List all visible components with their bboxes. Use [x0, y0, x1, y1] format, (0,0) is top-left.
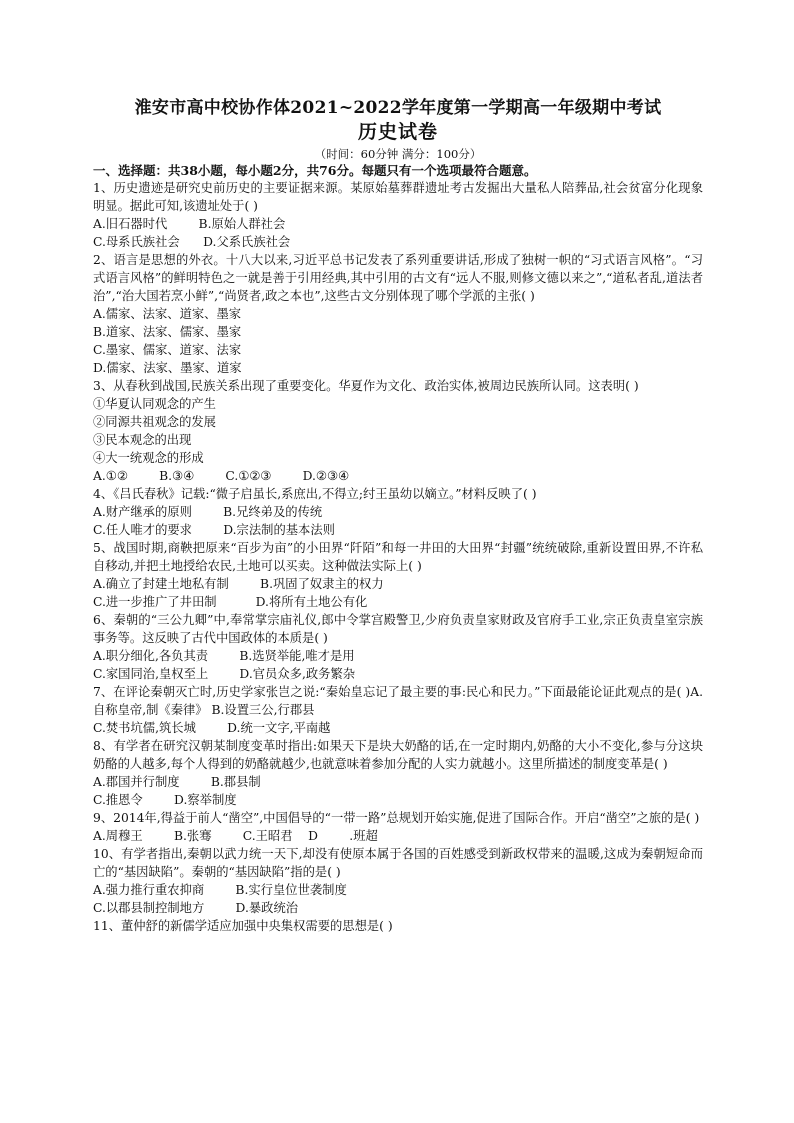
answer-line: ②同源共祖观念的发展	[93, 415, 216, 429]
answer-line: C.任人唯才的要求 D.宗法制的基本法则	[93, 523, 335, 537]
question-text: 1、历史遗迹是研究史前历史的主要证据来源。某原始墓葬群遗址考古发掘出大量私人陪葬品,社会贫富分化现象明显。据此可知,该遗址处于( )	[93, 181, 703, 213]
question-8	[93, 737, 703, 809]
answer-line: ④大一统观念的形成	[93, 451, 204, 465]
answer-line: A.周穆王 B.张骞 C.王昭君 D .班超	[93, 829, 378, 843]
answer-line: B.道家、法家、儒家、墨家	[93, 325, 242, 339]
question-text: 11、董仲舒的新儒学适应加强中央集权需要的思想是( )	[93, 919, 393, 933]
answer-line: A.强力推行重农抑商 B.实行皇位世袭制度	[93, 883, 347, 897]
answer-line: C.家国同治,皇权至上 D.官员众多,政务繁杂	[93, 667, 356, 681]
exam-meta: （时间：60分钟 满分：100分）	[314, 147, 482, 161]
question-text: 3、从春秋到战国,民族关系出现了重要变化。华夏作为文化、政治实体,被周边民族所认同。这表明( )	[93, 379, 639, 393]
answer-line: C.以郡县制控制地方 D.暴政统治	[93, 901, 299, 915]
exam-page	[93, 96, 703, 935]
question-2	[93, 251, 703, 377]
answer-line: ①华夏认同观念的产生	[93, 397, 216, 411]
question-text: 4、《吕氏春秋》记载:“微子启虽长,系庶出,不得立;纣王虽幼以嫡立。”材料反映了( )	[93, 487, 537, 501]
question-list	[93, 179, 703, 935]
question-1	[93, 179, 703, 251]
question-5	[93, 539, 703, 611]
question-4	[93, 485, 703, 539]
question-9	[93, 809, 703, 845]
exam-title: 淮安市高中校协作体2021~2022学年度第一学期高一年级期中考试	[134, 98, 662, 118]
question-6	[93, 611, 703, 683]
answer-line: C.焚书坑儒,筑长城 D.统一文字,平南越	[93, 721, 331, 735]
question-text: 8、有学者在研究汉朝某制度变革时指出:如果天下是块大奶酪的话,在一定时期内,奶酪的大小不变化,参与分这块奶酪的人越多,每个人得到的奶酪就越少,也就意味着参加分配的人实力就越小。这里所描述的制度变革是( )	[93, 739, 703, 771]
answer-line: C.母系氏族社会 D.父系氏族社会	[93, 235, 291, 249]
question-text: 2、语言是思想的外衣。十八大以来,习近平总书记发表了系列重要讲话,形成了独树一帜的“习式语言风格”。“习式语言风格”的鲜明特色之一就是善于引用经典,其中引用的古文有“远人不服,则修文德以来之”,“道私者乱,道法者治”,“治大国若烹小鲜”,“尚贤者,政之本也”,这些古文分别体现了哪个学派的主张( )	[93, 253, 703, 303]
answer-line: D.儒家、法家、墨家、道家	[93, 361, 242, 375]
question-text: 10、有学者指出,秦朝以武力统一天下,却没有使原本属于各国的百姓感受到新政权带来的温暖,这成为秦朝短命而亡的“基因缺陷”。秦朝的“基因缺陷”指的是( )	[93, 847, 703, 879]
question-text: 7、在评论秦朝灭亡时,历史学家张岂之说:“秦始皇忘记了最主要的事:民心和民力。”下面最能论证此观点的是( )A.自称皇帝,制《秦律》 B.设置三公,行郡县	[93, 685, 703, 717]
exam-subtitle: 历史试卷	[357, 121, 438, 143]
question-3	[93, 377, 703, 485]
answer-line: ③民本观念的出现	[93, 433, 192, 447]
answer-line: C.推恩令 D.察举制度	[93, 793, 237, 807]
question-7	[93, 683, 703, 737]
answer-line: A.确立了封建土地私有制 B.巩固了奴隶主的权力	[93, 577, 384, 591]
answer-line: A.儒家、法家、道家、墨家	[93, 307, 242, 321]
answer-line: A.旧石器时代 B.原始人群社会	[93, 217, 286, 231]
question-text: 5、战国时期,商鞅把原来“百步为亩”的小田界“阡陌”和每一井田的大田界“封疆”统统破除,重新设置田界,不许私自移动,并把土地授给农民,土地可以买卖。这种做法实际上( )	[93, 541, 703, 573]
answer-line: C.墨家、儒家、道家、法家	[93, 343, 242, 357]
section-heading: 一、选择题：共38小题，每小题2分，共76分。每题只有一个选项最符合题意。	[93, 163, 537, 178]
question-10	[93, 845, 703, 917]
question-text: 9、2014年,得益于前人“凿空”,中国倡导的“一带一路”总规划开始实施,促进了国际合作。开启“凿空”之旅的是( )	[93, 811, 700, 825]
answer-line: A.①② B.③④ C.①②③ D.②③④	[93, 469, 349, 483]
answer-line: A.职分细化,各负其责 B.选贤举能,唯才是用	[93, 649, 355, 663]
question-text: 6、秦朝的“三公九卿”中,奉常掌宗庙礼仪,郎中令掌宫殿警卫,少府负责皇家财政及官府手工业,宗正负责皇室宗族事务等。这反映了古代中国政体的本质是( )	[93, 613, 703, 645]
answer-line: C.进一步推广了井田制 D.将所有土地公有化	[93, 595, 368, 609]
answer-line: A.财产继承的原则 B.兄终弟及的传统	[93, 505, 323, 519]
question-11	[93, 917, 703, 935]
answer-line: A.郡国并行制度 B.郡县制	[93, 775, 261, 789]
